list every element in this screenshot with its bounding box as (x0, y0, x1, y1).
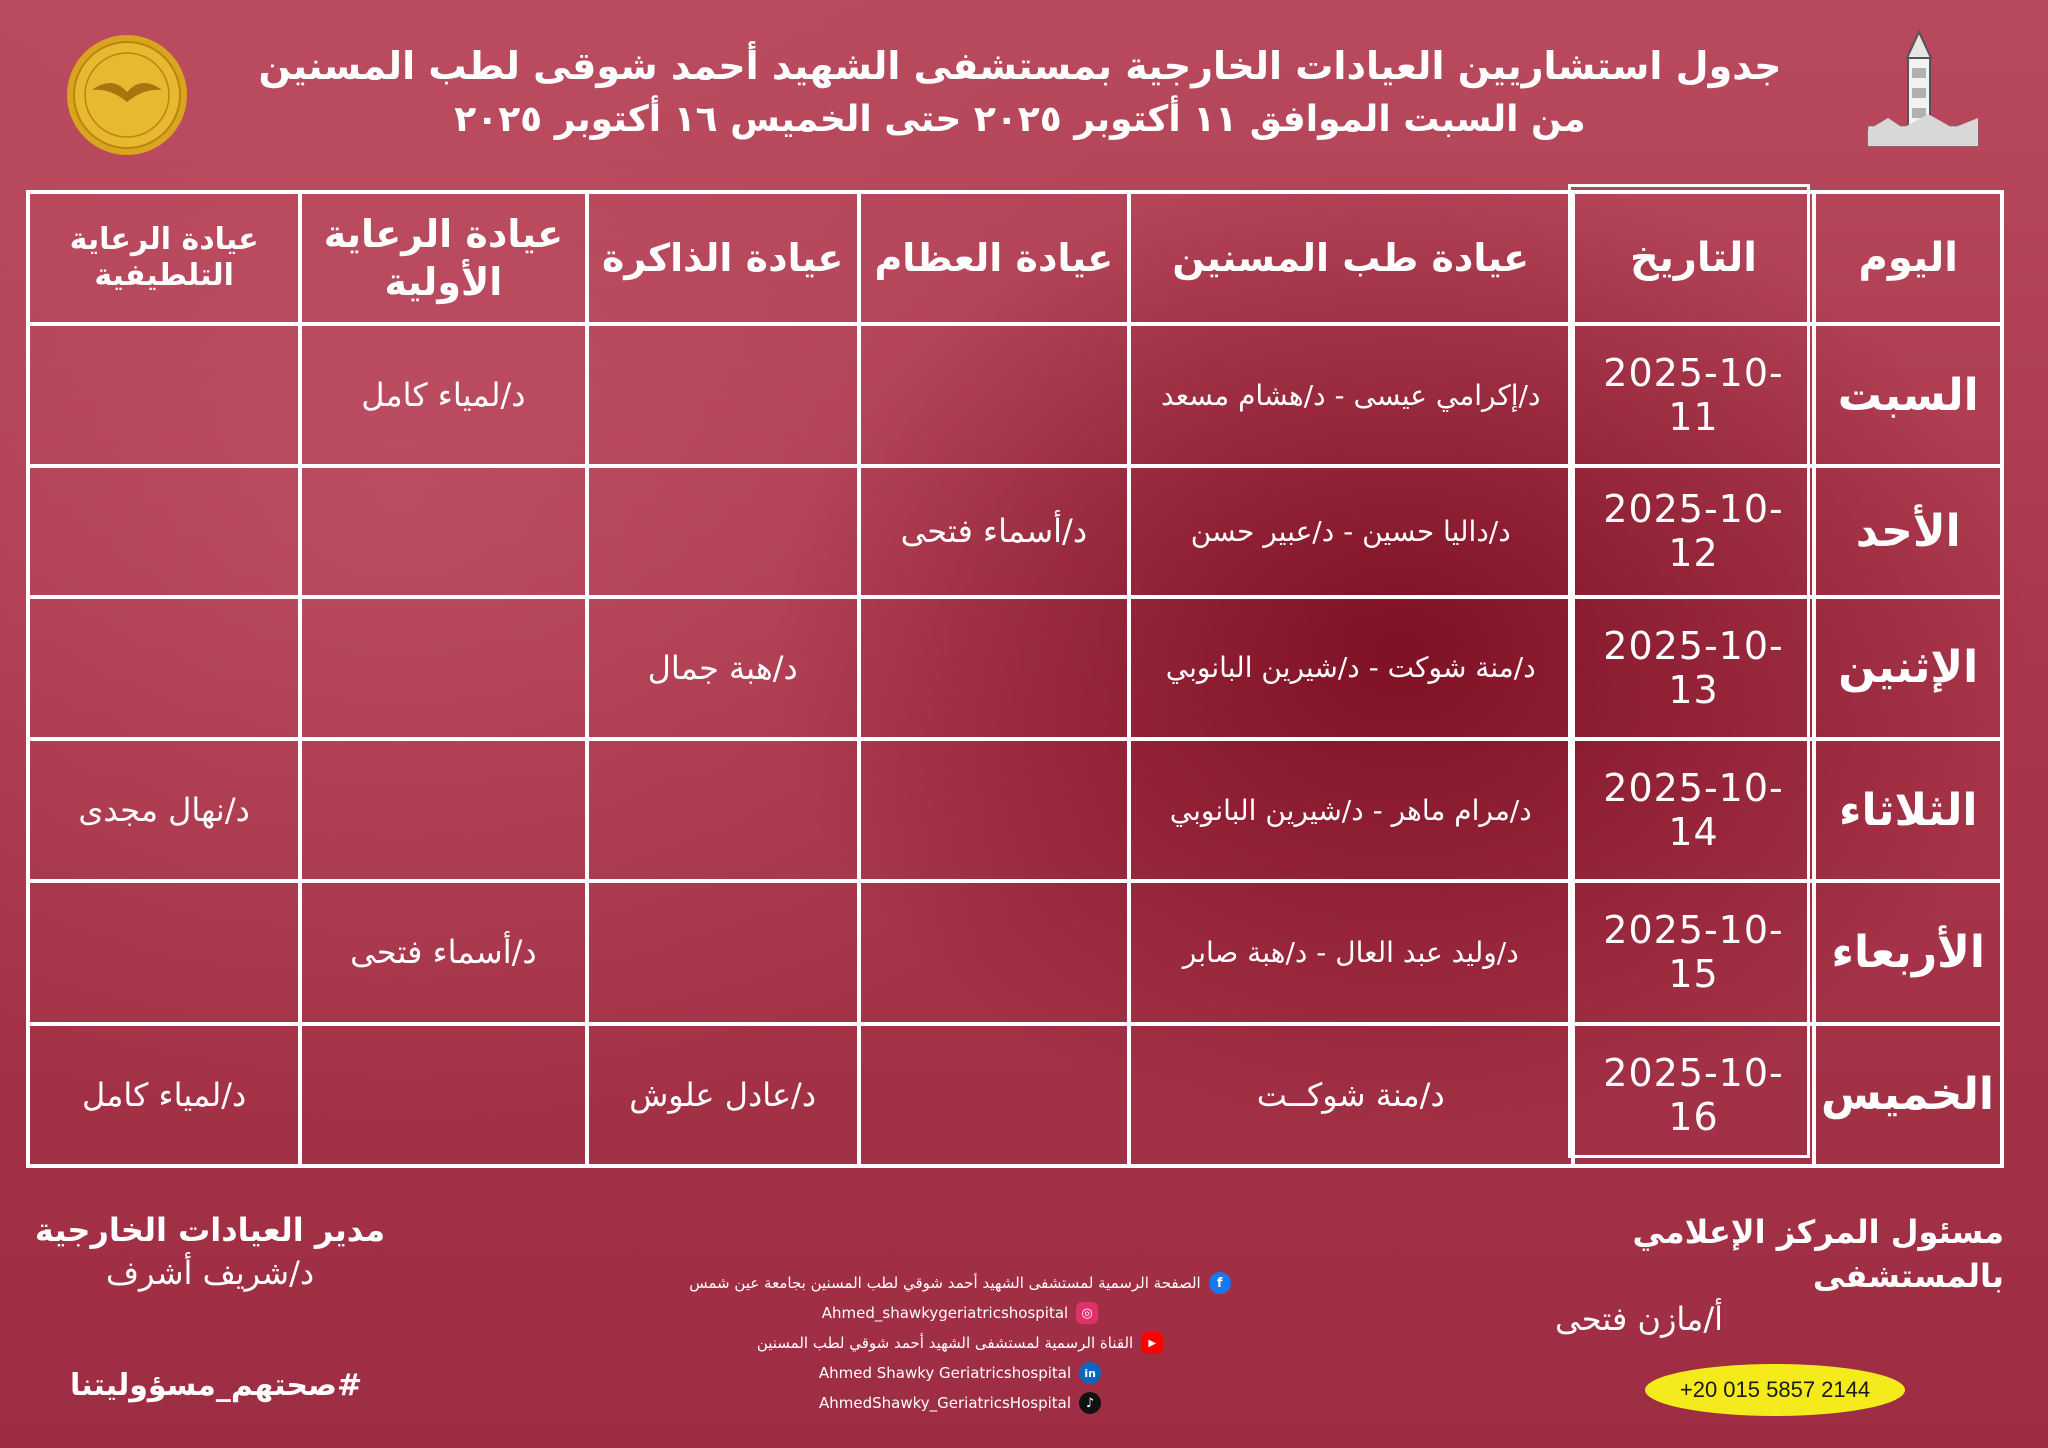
date-cell: 2025-10-15 (1573, 881, 1815, 1023)
geriatrics-cell: د/إكرامي عيسى - د/هشام مسعد (1129, 324, 1573, 466)
social-links (640, 1268, 1280, 1418)
day-cell: الإثنين (1814, 597, 2002, 739)
page-header (230, 38, 1810, 146)
clinic-schedule-table (26, 190, 2004, 1168)
phone-number-badge[interactable]: +20 015 5857 2144 (1645, 1364, 1905, 1416)
hospital-logo-icon (1828, 18, 2008, 168)
bones-cell: د/أسماء فتحى (859, 466, 1129, 596)
social-youtube-text: القناة الرسمية لمستشفى الشهيد أحمد شوقي لطب المسنين (756, 1334, 1134, 1352)
table-row (28, 597, 2002, 739)
table-header-row (28, 192, 2002, 324)
table-row (28, 1024, 2002, 1166)
hashtag: #صحتهم_مسؤوليتنا (70, 1368, 363, 1403)
bones-cell (859, 881, 1129, 1023)
bones-cell (859, 739, 1129, 881)
linkedin-icon: in (1079, 1362, 1101, 1384)
bones-cell (859, 324, 1129, 466)
header-memory-clinic: عيادة الذاكرة (587, 192, 859, 324)
gahar-accreditation-seal (62, 30, 192, 160)
header-day: اليوم (1814, 192, 2002, 324)
social-youtube[interactable] (640, 1328, 1280, 1358)
geriatrics-cell: د/داليا حسين - د/عبير حسن (1129, 466, 1573, 596)
date-cell: 2025-10-13 (1573, 597, 1815, 739)
table-row (28, 324, 2002, 466)
memory-cell (587, 881, 859, 1023)
memory-cell: د/عادل علوش (587, 1024, 859, 1166)
clinics-director-name: د/شريف أشرف (105, 1254, 315, 1292)
tiktok-icon: ♪ (1079, 1392, 1101, 1414)
header-date: التاريخ (1573, 192, 1815, 324)
day-cell: الثلاثاء (1814, 739, 2002, 881)
memory-cell (587, 466, 859, 596)
youtube-icon: ▶ (1141, 1332, 1163, 1354)
primary-care-cell (300, 1024, 586, 1166)
page-title: جدول استشاريين العيادات الخارجية بمستشفى الشهيد أحمد شوقى لطب المسنين (258, 44, 1782, 88)
geriatrics-cell: د/منة شوكــت (1129, 1024, 1573, 1166)
facebook-icon: f (1209, 1272, 1231, 1294)
header-bones-clinic: عيادة العظام (859, 192, 1129, 324)
date-cell: 2025-10-16 (1573, 1024, 1815, 1166)
geriatrics-cell: د/مرام ماهر - د/شيرين البانوبي (1129, 739, 1573, 881)
social-tiktok-text: AhmedShawky_GeriatricsHospital (819, 1394, 1072, 1412)
day-cell: الأربعاء (1814, 881, 2002, 1023)
social-instagram[interactable] (640, 1298, 1280, 1328)
date-cell: 2025-10-12 (1573, 466, 1815, 596)
primary-care-cell (300, 597, 586, 739)
social-tiktok[interactable] (640, 1388, 1280, 1418)
date-cell: 2025-10-14 (1573, 739, 1815, 881)
bones-cell (859, 1024, 1129, 1166)
bones-cell (859, 597, 1129, 739)
header-palliative-clinic: عيادة الرعاية التلطيفية (28, 192, 300, 324)
memory-cell: د/هبة جمال (587, 597, 859, 739)
palliative-cell (28, 881, 300, 1023)
media-center-signature (1444, 1210, 2004, 1340)
header-geriatrics-clinic: عيادة طب المسنين (1129, 192, 1573, 324)
clinics-director-title: مدير العيادات الخارجية (34, 1211, 386, 1249)
geriatrics-cell: د/منة شوكت - د/شيرين البانوبي (1129, 597, 1573, 739)
table-row (28, 466, 2002, 596)
primary-care-cell: د/أسماء فتحى (300, 881, 586, 1023)
media-center-title: مسئول المركز الإعلامي بالمستشفى (1632, 1213, 2004, 1295)
instagram-icon: ◎ (1076, 1302, 1098, 1324)
table-row (28, 881, 2002, 1023)
social-linkedin-text: Ahmed Shawky Geriatricshospital (818, 1364, 1072, 1382)
day-cell: الأحد (1814, 466, 2002, 596)
palliative-cell (28, 324, 300, 466)
social-instagram-text: Ahmed_shawkygeriatricshospital (821, 1304, 1069, 1322)
primary-care-cell (300, 739, 586, 881)
clinics-director-signature (20, 1208, 400, 1294)
geriatrics-cell: د/وليد عبد العال - د/هبة صابر (1129, 881, 1573, 1023)
day-cell: الخميس (1814, 1024, 2002, 1166)
social-facebook-text: الصفحة الرسمية لمستشفى الشهيد أحمد شوقي لطب المسنين بجامعة عين شمس (689, 1274, 1201, 1292)
table-row (28, 739, 2002, 881)
memory-cell (587, 739, 859, 881)
palliative-cell: د/نهال مجدى (28, 739, 300, 881)
social-linkedin[interactable] (640, 1358, 1280, 1388)
memory-cell (587, 324, 859, 466)
palliative-cell (28, 597, 300, 739)
palliative-cell: د/لمياء كامل (28, 1024, 300, 1166)
date-cell: 2025-10-11 (1573, 324, 1815, 466)
day-cell: السبت (1814, 324, 2002, 466)
primary-care-cell (300, 466, 586, 596)
media-center-name: أ/مازن فتحى (1555, 1300, 1723, 1338)
primary-care-cell: د/لمياء كامل (300, 324, 586, 466)
palliative-cell (28, 466, 300, 596)
page-subtitle: من السبت الموافق ١١ أكتوبر ٢٠٢٥ حتى الخميس ١٦ أكتوبر ٢٠٢٥ (454, 99, 1586, 140)
social-facebook[interactable] (640, 1268, 1280, 1298)
header-primary-care-clinic: عيادة الرعاية الأولية (300, 192, 586, 324)
